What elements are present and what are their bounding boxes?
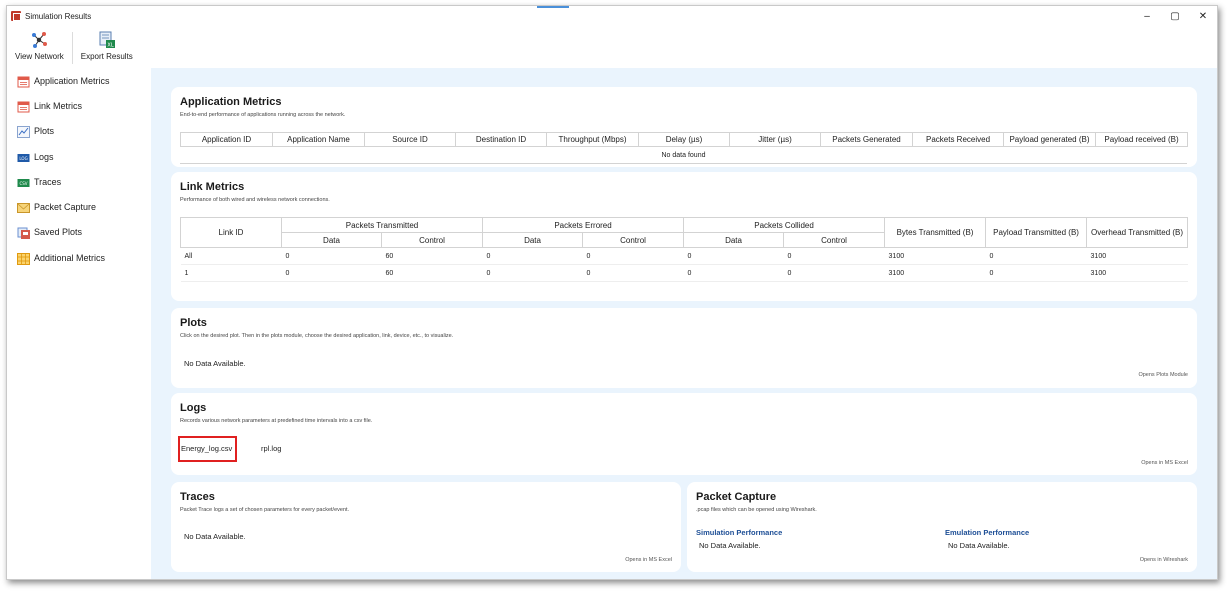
column-header[interactable]: Bytes Transmitted (B): [885, 218, 986, 248]
sidebar-item-label: Traces: [34, 176, 62, 187]
column-header[interactable]: Jitter (µs): [730, 133, 821, 147]
column-header[interactable]: Overhead Transmitted (B): [1087, 218, 1188, 248]
app-metrics-icon: [17, 75, 30, 87]
column-header[interactable]: Packets Generated: [821, 133, 913, 147]
column-header[interactable]: Delay (µs): [639, 133, 730, 147]
sidebar-item-packet-capture[interactable]: [7, 194, 151, 219]
network-graph-icon: [30, 31, 48, 49]
logs-card: [171, 393, 1197, 475]
card-subtitle: Performance of both wired and wireless network connections.: [180, 197, 330, 203]
sidebar-item-traces[interactable]: [7, 169, 151, 194]
table-cell: 0: [282, 248, 382, 265]
window-title: Simulation Results: [25, 11, 92, 21]
additional-metrics-icon: [17, 252, 30, 264]
card-title: Logs: [180, 402, 207, 414]
column-header[interactable]: Application ID: [181, 133, 273, 147]
column-header[interactable]: Data: [282, 233, 382, 248]
sidebar-item-label: Link Metrics: [34, 100, 83, 111]
column-header[interactable]: Payload Transmitted (B): [986, 218, 1087, 248]
column-header[interactable]: Control: [382, 233, 483, 248]
sidebar-item-label: Plots: [34, 126, 55, 137]
no-data-message: No data found: [180, 152, 1187, 164]
simulation-results-window: [6, 5, 1218, 580]
card-title: Packet Capture: [696, 491, 777, 503]
sidebar: [7, 68, 151, 580]
card-title: Link Metrics: [180, 181, 245, 193]
opens-ms-excel-hint: Opens in MS Excel: [625, 557, 672, 563]
column-header[interactable]: Data: [684, 233, 784, 248]
no-data-message: No Data Available.: [184, 532, 246, 541]
column-header: Packets Errored: [483, 218, 684, 233]
simulation-performance-link[interactable]: Simulation Performance: [696, 528, 783, 537]
column-header[interactable]: Data: [483, 233, 583, 248]
column-header[interactable]: Packets Received: [913, 133, 1004, 147]
column-header[interactable]: Payload received (B): [1096, 133, 1188, 147]
packet-capture-icon: [17, 201, 30, 213]
card-title: Traces: [180, 491, 215, 503]
table-row[interactable]: [181, 265, 1188, 282]
sidebar-item-plots[interactable]: [7, 119, 151, 144]
sidebar-item-saved-plots[interactable]: [7, 220, 151, 245]
column-header[interactable]: Throughput (Mbps): [547, 133, 639, 147]
opens-plots-module-hint: Opens Plots Module: [1138, 372, 1188, 378]
packet-capture-card: [687, 482, 1197, 572]
column-header[interactable]: Link ID: [181, 218, 282, 248]
table-cell: 0: [684, 265, 784, 282]
link-metrics-table: [180, 217, 1188, 282]
logs-icon: [17, 151, 30, 163]
no-data-message: No Data Available.: [184, 359, 246, 368]
card-title: Plots: [180, 317, 207, 329]
log-file-rpl-log[interactable]: rpl.log: [261, 444, 282, 453]
table-cell: 0: [483, 248, 583, 265]
column-header[interactable]: Source ID: [365, 133, 456, 147]
table-cell: 0: [282, 265, 382, 282]
export-results-button[interactable]: [73, 26, 141, 61]
sidebar-item-additional-metrics[interactable]: [7, 245, 151, 270]
table-cell: 3100: [1087, 265, 1188, 282]
traces-icon: [17, 176, 30, 188]
card-title: Application Metrics: [180, 96, 282, 108]
title-bar: [7, 6, 1217, 26]
table-cell: 3100: [1087, 248, 1188, 265]
table-cell: 0: [986, 265, 1087, 282]
title-accent-bar: [537, 6, 569, 8]
column-header[interactable]: Control: [784, 233, 885, 248]
saved-plots-icon: [17, 226, 30, 238]
table-row[interactable]: [181, 248, 1188, 265]
minimize-button[interactable]: –: [1144, 10, 1150, 22]
column-header[interactable]: Payload generated (B): [1004, 133, 1096, 147]
plots-card: [171, 308, 1197, 388]
traces-card: [171, 482, 681, 572]
table-cell: 0: [583, 248, 684, 265]
table-header-row: [181, 218, 1188, 233]
table-cell: 1: [181, 265, 282, 282]
view-network-button[interactable]: [7, 26, 72, 61]
sidebar-item-label: Additional Metrics: [34, 252, 106, 263]
window-controls: [1133, 6, 1217, 26]
table-cell: 3100: [885, 248, 986, 265]
sidebar-item-label: Logs: [34, 151, 54, 162]
table-cell: 0: [583, 265, 684, 282]
maximize-button[interactable]: ▢: [1170, 10, 1180, 22]
sidebar-item-application-metrics[interactable]: [7, 68, 151, 93]
opens-wireshark-hint: Opens in Wireshark: [1139, 557, 1188, 563]
table-cell: 0: [784, 248, 885, 265]
column-header[interactable]: Control: [583, 233, 684, 248]
column-header: Packets Collided: [684, 218, 885, 233]
sidebar-item-label: Application Metrics: [34, 75, 110, 86]
toolbar: [7, 26, 1217, 68]
card-subtitle: .pcap files which can be opened using Wireshark.: [696, 507, 817, 513]
card-subtitle: End-to-end performance of applications running across the network.: [180, 112, 346, 118]
table-cell: 0: [986, 248, 1087, 265]
sidebar-item-label: Saved Plots: [34, 227, 83, 238]
excel-export-icon: [98, 31, 116, 49]
opens-ms-excel-hint: Opens in MS Excel: [1141, 460, 1188, 466]
export-results-label: Export Results: [80, 52, 133, 61]
no-data-message: No Data Available.: [699, 541, 761, 550]
application-metrics-card: [171, 87, 1197, 167]
table-header-row: [181, 133, 1188, 147]
card-subtitle: Packet Trace logs a set of chosen parameters for every packet/event.: [180, 507, 350, 513]
svg-text:XL: XL: [107, 42, 114, 49]
netsim-app-icon: [11, 11, 21, 21]
link-metrics-icon: [17, 100, 30, 112]
table-cell: 60: [382, 248, 483, 265]
table-cell: 60: [382, 265, 483, 282]
close-button[interactable]: ✕: [1198, 10, 1208, 22]
svg-text:CSV: CSV: [19, 180, 28, 186]
svg-text:LOG: LOG: [19, 155, 28, 161]
table-cell: 0: [483, 265, 583, 282]
sidebar-item-logs[interactable]: [7, 144, 151, 169]
column-header[interactable]: Destination ID: [456, 133, 547, 147]
table-cell: 0: [684, 248, 784, 265]
plots-icon: [17, 125, 30, 137]
log-file-energy-log[interactable]: Energy_log.csv: [181, 444, 233, 453]
sidebar-item-link-metrics[interactable]: [7, 93, 151, 118]
no-data-message: No Data Available.: [948, 541, 1010, 550]
application-metrics-table: [180, 132, 1188, 147]
emulation-performance-link[interactable]: Emulation Performance: [945, 528, 1030, 537]
link-metrics-card: [171, 172, 1197, 301]
view-network-label: View Network: [15, 52, 64, 61]
sidebar-item-label: Packet Capture: [34, 202, 97, 213]
column-header[interactable]: Application Name: [273, 133, 365, 147]
card-subtitle: Records various network parameters at predefined time intervals into a csv file.: [180, 418, 373, 424]
results-content: [151, 68, 1218, 580]
card-subtitle: Click on the desired plot. Then in the plots module, choose the desired application, link, device, etc., to visualize.: [180, 333, 454, 339]
table-cell: 3100: [885, 265, 986, 282]
table-cell: 0: [784, 265, 885, 282]
column-header: Packets Transmitted: [282, 218, 483, 233]
table-cell: All: [181, 248, 282, 265]
